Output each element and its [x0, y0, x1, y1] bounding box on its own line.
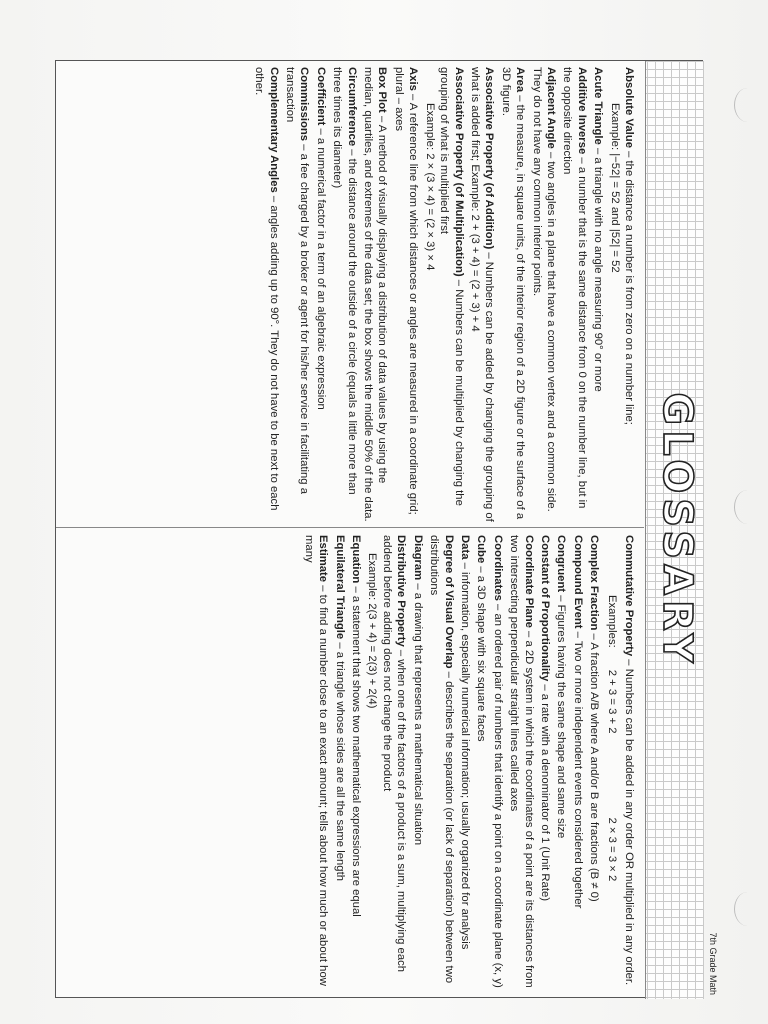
definition: – describes the separation (or lack of separation) between two distributions: [428, 535, 455, 984]
glossary-entry: [330, 67, 359, 522]
glossary-entry: [392, 67, 421, 522]
glossary-entry: [332, 535, 346, 990]
binder-hole-middle: [734, 490, 761, 524]
glossary-entry: [361, 67, 390, 522]
term: Commissions: [298, 67, 311, 142]
fraction: A/B: [588, 691, 601, 711]
example: [604, 535, 618, 990]
term: Associative Property (of Multiplication): [452, 67, 465, 277]
glossary-body: [56, 61, 644, 999]
term: Estimate: [317, 535, 330, 583]
glossary-entry: [468, 67, 497, 522]
glossary-entry: [560, 67, 589, 522]
definition: – information, especially numerical information; usually organized for analysis: [458, 559, 471, 950]
grid-header: [645, 61, 704, 999]
term: Degree of Visual Overlap: [442, 535, 455, 669]
term: Diagram: [411, 535, 424, 581]
definition: – a fee charged by a broker or agent for his/her service in facilitating a transaction: [284, 67, 311, 494]
example-addition: 2 + 3 = 3 + 2: [605, 669, 618, 734]
definition: – an ordered pair of numbers that identify a point on a coordinate plane (x, y): [491, 600, 504, 988]
definition: – Two or more independent events considered together: [571, 628, 584, 909]
example: Example: 2(3 + 4) = 2(3) + 2(4): [366, 553, 379, 709]
definition: – a 3D shape with six square faces: [475, 563, 488, 742]
definition: – a number that is the same distance from 0 on the number line, but in the opposite direction: [561, 67, 588, 509]
glossary-entry: [607, 67, 636, 522]
definition: – a 2D system in which the coordinates of a point are its distances from two intersecting perpendicular straight lines called axes: [508, 535, 535, 988]
term: Congruent: [555, 535, 568, 593]
term: Compound Event: [571, 535, 584, 629]
term: Distributive Property: [395, 535, 408, 647]
term: Circumference: [345, 67, 358, 147]
example: Example: |−52| = 52 and |52| = 52: [608, 103, 621, 273]
definition: – Numbers can be added by changing the grouping of what is added first; Example: 2 + (3 + 4) = (2 + 3) + 4: [468, 67, 496, 522]
definition: – the distance a number is from zero on a number line;: [623, 147, 635, 425]
term: Commutative Property: [623, 535, 635, 657]
glossary-entry: [365, 535, 408, 990]
binder-hole-bottom: [734, 892, 761, 926]
definition: – the measure, in square units, of the interior region of a 2D figure or the surface of a 3D figure.: [499, 67, 527, 520]
glossary-entry: [410, 535, 424, 990]
left-column: [250, 67, 636, 522]
definition: – A method of visually displaying a distribution of data values by using the median, quartiles, and extremes of the data set; the box shows the middle 50% of the data.: [362, 67, 389, 522]
term: Associative Property (of Addition): [483, 67, 496, 250]
binder-hole-top: [734, 88, 761, 122]
glossary-entry: [252, 67, 281, 522]
glossary-entry: [283, 67, 312, 522]
term: Adjacent Angle: [544, 67, 557, 149]
column-divider: [56, 527, 644, 528]
definition: where A and/or B are fractions (B ≠ 0): [588, 710, 601, 902]
term: Equilateral Triangle: [333, 535, 346, 640]
rotated-content: [56, 61, 718, 999]
definition: – a drawing that represents a mathematical situation: [411, 580, 424, 846]
glossary-entry: [427, 535, 456, 990]
term: Area: [514, 67, 527, 93]
definition: – A reference line from which distances or angles are measured in a coordinate grid; plural – axes: [392, 67, 420, 515]
term: Coordinates: [491, 535, 504, 601]
definition: – a numerical factor in a term of an algebraic expression: [314, 125, 327, 410]
page-title: GLOSSARY: [654, 392, 700, 668]
glossary-entry: [604, 535, 636, 990]
definition: – the distance around the outside of a circle (equals a little more than three times its diameter): [331, 67, 358, 495]
grade-label: 7th Grade Math: [708, 932, 718, 995]
definition: – two angles in a plane that have a common vertex and a common side. They do not have any common interior points.: [530, 67, 557, 512]
definition: – Numbers can be multiplied by changing the grouping of what is multiplied first: [438, 67, 465, 506]
glossary-entry: [458, 535, 472, 990]
definition: – Figures having the same shape and same size: [555, 592, 568, 839]
term: Cube: [475, 535, 488, 564]
term: Complementary Angles: [267, 67, 280, 193]
term: Complex Fraction: [588, 535, 601, 631]
right-column: [299, 535, 636, 990]
definition: – to find a number close to an exact amount; tells about how much or about how many: [302, 535, 330, 986]
definition: – a triangle with no angle measuring 90° or more: [592, 144, 605, 392]
definition: – Numbers can be added in any order OR multiplied in any order.: [623, 656, 635, 986]
glossary-entry: [498, 67, 527, 522]
term: Constant of Proportionality: [538, 535, 551, 682]
glossary-entry: [349, 535, 363, 990]
term: Acute Triangle: [592, 67, 605, 145]
glossary-entry: [529, 67, 558, 522]
term: Coordinate Plane: [522, 535, 535, 628]
example-label: Examples:: [605, 595, 618, 648]
glossary-entry: [313, 67, 327, 522]
definition: – angles adding up to 90°. They do not have to be next to each other.: [253, 67, 280, 511]
example-multiplication: 2 × 3 = 3 × 2: [605, 817, 618, 882]
glossary-entry: [591, 67, 605, 522]
glossary-page: [55, 60, 718, 998]
glossary-entry: [507, 535, 536, 990]
term: Coefficient: [314, 67, 327, 126]
glossary-entry: [587, 535, 601, 990]
definition: – a triangle whose sides are all the same length: [333, 639, 346, 881]
glossary-entry: [538, 535, 552, 990]
glossary-entry: [301, 535, 330, 990]
term: Data: [458, 535, 471, 560]
definition: – a rate with a denominator of 1 (Unit Rate): [538, 681, 551, 902]
term: Additive Inverse: [575, 67, 588, 155]
term: Axis: [407, 67, 420, 91]
definition: – a statement that shows two mathematical expressions are equal: [350, 583, 363, 917]
definition: – when one of the factors of a product is a sum, multiplying each addend before adding does not change the product: [380, 535, 408, 973]
glossary-entry: [554, 535, 568, 990]
example: Example: 2 × (3 × 4) = (2 × 3) × 4: [423, 103, 436, 271]
glossary-entry: [570, 535, 584, 990]
term: Absolute Value: [623, 67, 635, 148]
term: Box Plot: [376, 67, 389, 113]
term: Equation: [350, 535, 363, 584]
glossary-entry: [422, 67, 465, 522]
glossary-entry: [490, 535, 504, 990]
definition: – A fraction: [588, 630, 601, 692]
glossary-entry: [474, 535, 488, 990]
